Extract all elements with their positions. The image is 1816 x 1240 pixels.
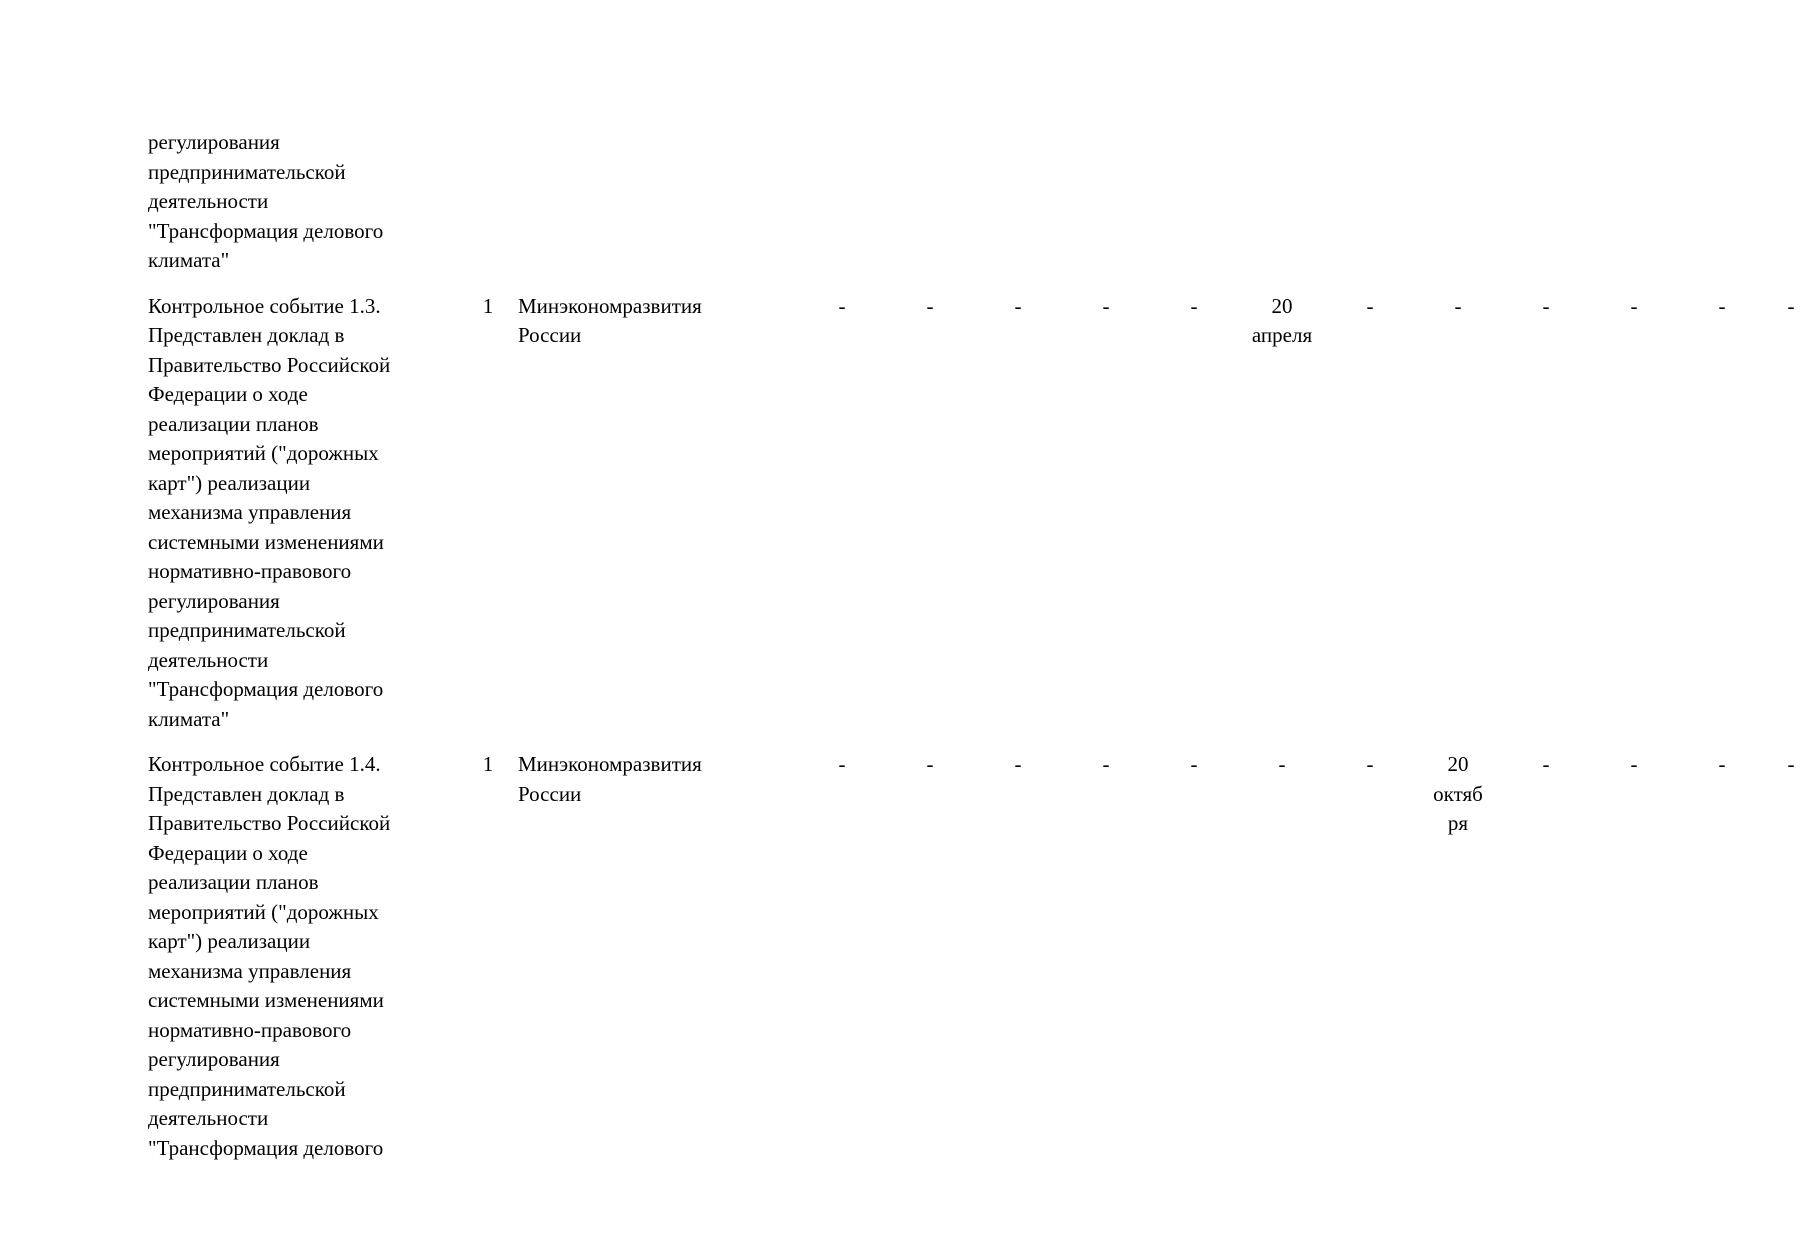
table-row: [148, 750, 1816, 1163]
period-cell: -: [1190, 293, 1198, 318]
period-cell: -: [1366, 752, 1374, 776]
event-name-line: предпринимательской: [148, 618, 346, 642]
event-name-line: Контрольное событие 1.4.: [148, 752, 381, 776]
period-cell: [1502, 128, 1590, 276]
period-cell: -: [1190, 752, 1198, 776]
event-name-line: предпринимательской: [148, 159, 346, 184]
event-name-line: деятельности: [148, 189, 269, 213]
event-name-line: Представлен доклад в: [148, 781, 345, 806]
event-name-line: Федерации о ходе: [148, 840, 308, 865]
table-row: [148, 292, 1816, 735]
date-line: 20: [1271, 293, 1293, 318]
event-name-line: "Трансформация делового: [148, 218, 384, 243]
event-name-line: системными изменениями: [148, 529, 384, 554]
period-cell: -: [926, 752, 934, 776]
event-name-line: "Трансформация делового: [148, 677, 384, 701]
event-name-cell: [148, 750, 458, 1163]
date-line: 20: [1447, 752, 1469, 776]
period-cell: -: [1787, 752, 1795, 776]
period-cell: -: [1014, 293, 1022, 318]
event-name-line: предпринимательской: [148, 1076, 346, 1101]
plan-table: [148, 128, 1816, 1163]
date-line: апреля: [1251, 323, 1313, 347]
period-cell: -: [1718, 293, 1726, 318]
event-number-cell: 1: [482, 293, 494, 318]
event-name-line: Контрольное событие 1.3.: [148, 293, 381, 318]
event-name-line: климата": [148, 706, 230, 731]
period-cell: -: [1630, 752, 1638, 776]
period-cell: [1414, 128, 1502, 276]
table-row: [148, 128, 1816, 276]
org-line: России: [518, 323, 582, 347]
period-cell: -: [1278, 752, 1286, 776]
event-name-line: деятельности: [148, 647, 269, 672]
event-name-line: климата": [148, 248, 230, 272]
spacer-cell: [148, 276, 1816, 292]
period-cell: [1326, 128, 1414, 276]
event-name-line: Правительство Российской: [148, 811, 391, 835]
event-org-cell: [518, 128, 798, 276]
period-cell: [1238, 128, 1326, 276]
event-name-line: нормативно-правового: [148, 559, 352, 583]
event-name-line: карт") реализации: [148, 470, 311, 495]
event-name-line: мероприятий ("дорожных: [148, 441, 379, 465]
event-date-cell: [1238, 292, 1326, 735]
period-cell: -: [1014, 752, 1022, 776]
row-spacer: [148, 276, 1816, 292]
event-name-line: механизма управления: [148, 500, 352, 524]
period-cell: -: [1542, 293, 1550, 318]
period-cell: -: [1787, 293, 1795, 318]
event-org-cell: [518, 292, 798, 735]
event-name-line: нормативно-правового: [148, 1017, 352, 1042]
period-cell: -: [1102, 752, 1110, 776]
org-line: Минэкономразвития: [518, 293, 702, 318]
spacer-cell: [148, 734, 1816, 750]
event-name-line: системными изменениями: [148, 988, 384, 1012]
org-line: России: [518, 781, 582, 806]
period-cell: -: [1718, 752, 1726, 776]
event-name-cell: [148, 292, 458, 735]
period-cell: [798, 128, 886, 276]
date-line: ря: [1447, 811, 1469, 835]
period-cell: -: [1542, 752, 1550, 776]
period-cell: -: [1630, 293, 1638, 318]
event-number-cell: [458, 128, 518, 276]
event-org-cell: [518, 750, 798, 1163]
event-name-line: реализации планов: [148, 411, 319, 436]
period-cell: -: [1102, 293, 1110, 318]
event-number-cell: 1: [482, 752, 494, 776]
event-name-line: Представлен доклад в: [148, 323, 345, 347]
org-line: Минэкономразвития: [518, 752, 702, 776]
period-cell: [1150, 128, 1238, 276]
event-name-line: регулирования: [148, 1047, 280, 1071]
period-cell: -: [1454, 293, 1462, 318]
event-name-line: реализации планов: [148, 870, 319, 894]
event-name-line: регулирования: [148, 130, 280, 154]
period-cell: [1766, 128, 1816, 276]
event-name-line: деятельности: [148, 1106, 269, 1130]
period-cell: -: [926, 293, 934, 318]
period-cell: [886, 128, 974, 276]
period-cell: -: [838, 752, 846, 776]
period-cell: -: [838, 293, 846, 318]
period-cell: [1062, 128, 1150, 276]
row-spacer: [148, 734, 1816, 750]
event-name-line: мероприятий ("дорожных: [148, 899, 379, 924]
event-name-line: механизма управления: [148, 958, 352, 983]
event-name-line: "Трансформация делового: [148, 1135, 384, 1160]
event-date-cell: [1414, 750, 1502, 1163]
event-name-line: Федерации о ходе: [148, 382, 308, 406]
event-name-line: Правительство Российской: [148, 352, 391, 377]
event-name-line: регулирования: [148, 588, 280, 613]
date-line: октяб: [1433, 781, 1483, 806]
period-cell: [974, 128, 1062, 276]
period-cell: -: [1366, 293, 1374, 318]
event-name-line: карт") реализации: [148, 929, 311, 953]
period-cell: [1678, 128, 1766, 276]
period-cell: [1590, 128, 1678, 276]
event-name-cell: [148, 128, 458, 276]
